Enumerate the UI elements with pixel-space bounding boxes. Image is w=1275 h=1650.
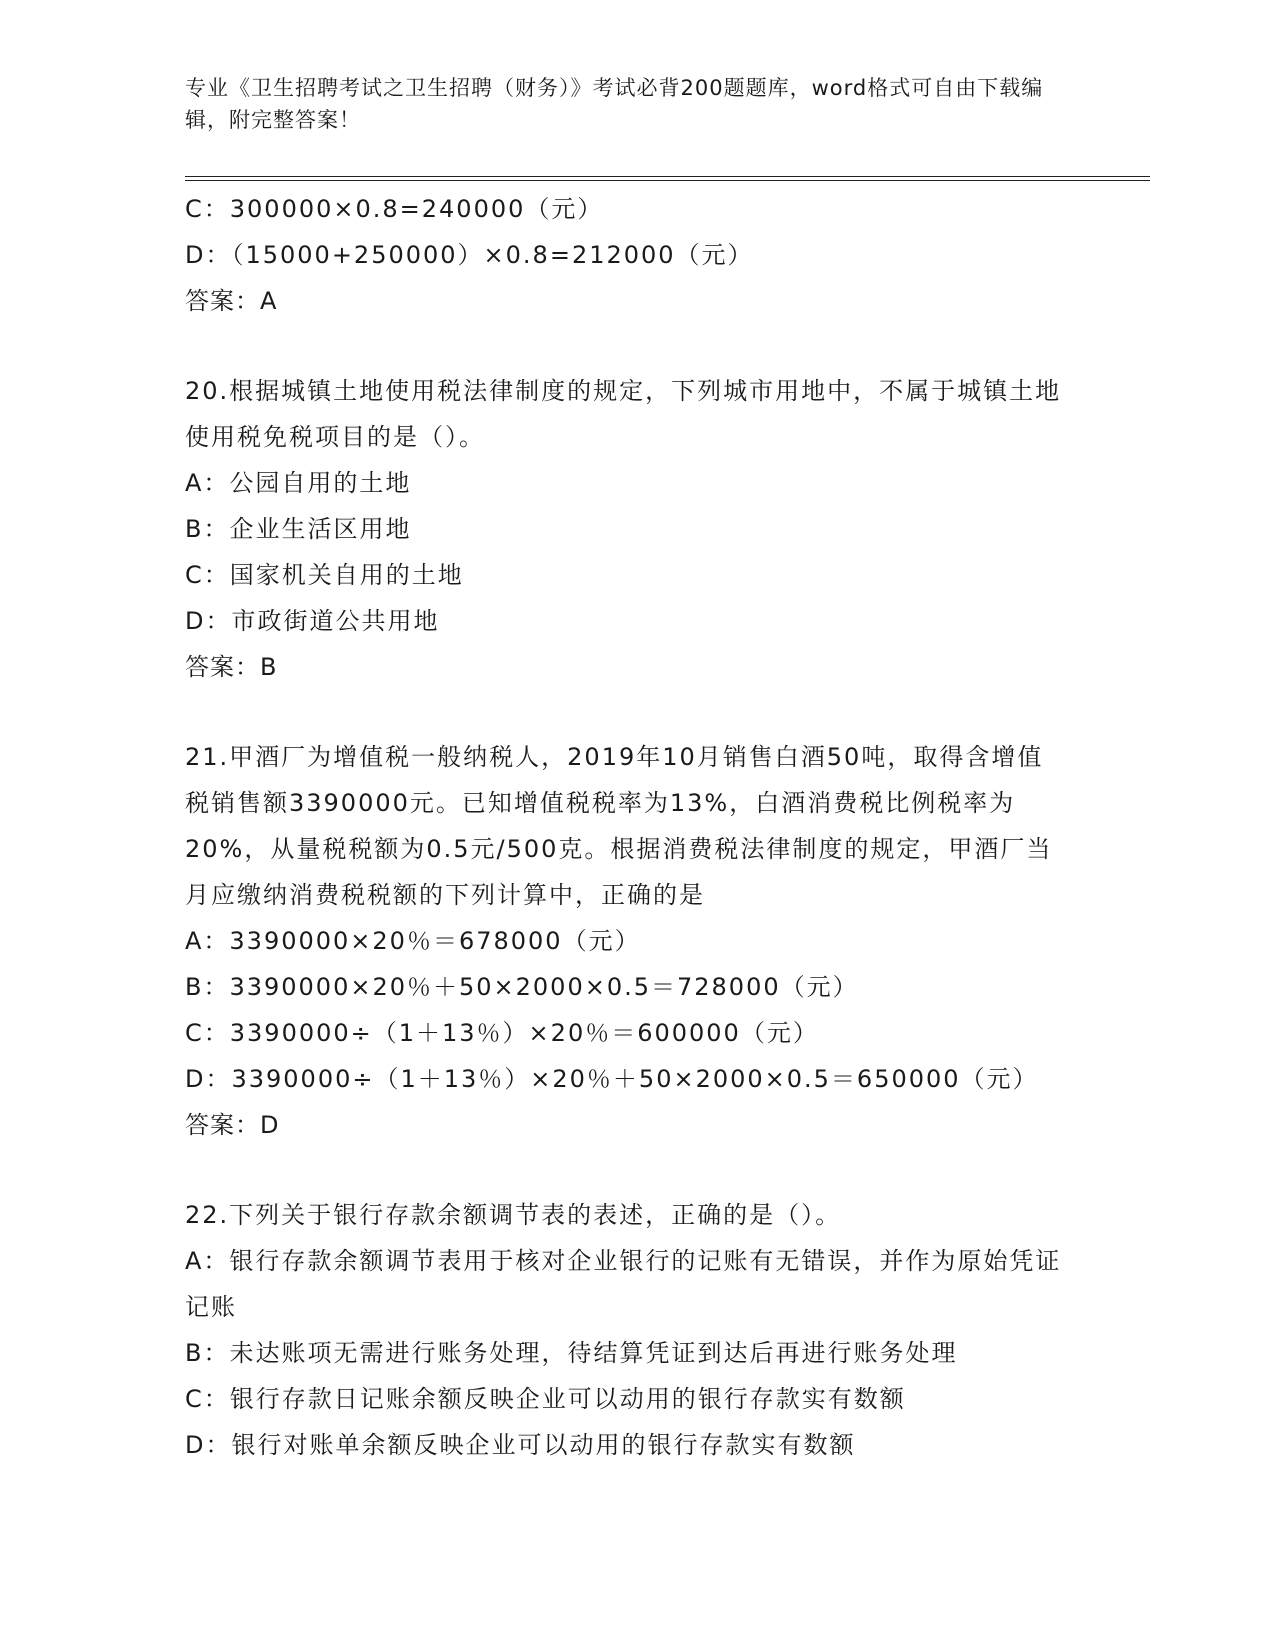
question-stem: 21.甲酒厂为增值税一般纳税人，2019年10月销售白酒50吨，取得含增值税销售额3390000元。已知增值税税率为13%，白酒消费税比例税率为20%，从量税税额为0.5元/500克。根据消费税法律制度的规定，甲酒厂当月应缴纳消费税税额的下列计算中，正确的是 [185,743,1053,909]
option-d: D：3390000÷（1＋13％）×20％＋50×2000×0.5＝650000（元） [185,1065,1039,1093]
option-c: C：银行存款日记账余额反映企业可以动用的银行存款实有数额 [185,1385,906,1413]
option-a: A：银行存款余额调节表用于核对企业银行的记账有无错误，并作为原始凭证记账 [185,1247,1062,1321]
option-b: B：企业生活区用地 [185,515,412,543]
spacer [185,324,1065,368]
question-20 [185,368,1065,690]
question-stem: 20.根据城镇土地使用税法律制度的规定，下列城市用地中，不属于城镇土地使用税免税项目的是（）。 [185,377,1062,451]
option-a: A：3390000×20％＝678000（元） [185,927,641,955]
option-c: C：300000×0.8=240000（元） [185,195,604,223]
option-b: B：3390000×20％＋50×2000×0.5＝728000（元） [185,973,859,1001]
header-divider [185,176,1150,181]
answer: 答案：D [185,1111,280,1139]
option-a: A：公园自用的土地 [185,469,412,497]
spacer [185,1148,1065,1192]
option-d: D：银行对账单余额反映企业可以动用的银行存款实有数额 [185,1431,856,1459]
question-22 [185,1192,1065,1468]
option-d: D：（15000+250000）×0.8=212000（元） [185,241,754,269]
page-header: 专业《卫生招聘考试之卫生招聘（财务）》考试必背200题题库，word格式可自由下载编辑，附完整答案！ [185,76,1044,132]
option-b: B：未达账项无需进行账务处理，待结算凭证到达后再进行账务处理 [185,1339,958,1367]
question-21 [185,734,1065,1148]
question-stem: 22.下列关于银行存款余额调节表的表述，正确的是（）。 [185,1201,842,1229]
answer: 答案：A [185,287,278,315]
question-content [185,186,1065,1468]
spacer [185,690,1065,734]
answer: 答案：B [185,653,278,681]
option-d: D：市政街道公共用地 [185,607,440,635]
option-c: C：国家机关自用的土地 [185,561,464,589]
question-19-tail [185,186,1065,324]
option-c: C：3390000÷（1＋13％）×20％＝600000（元） [185,1019,819,1047]
